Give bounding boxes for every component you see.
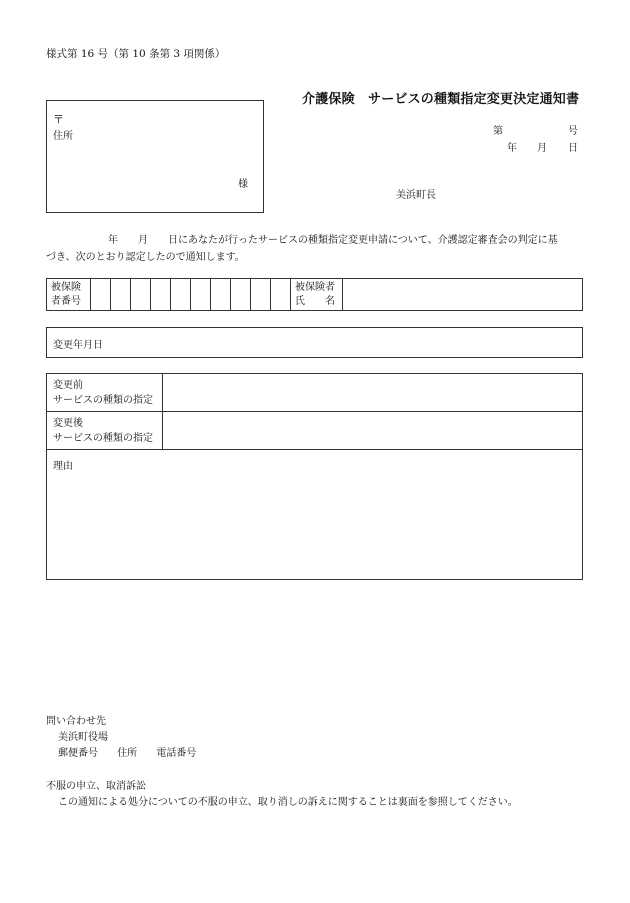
- service-table: [46, 373, 583, 580]
- document-title: 介護保険 サービスの種類指定変更決定通知書: [302, 92, 580, 107]
- reason-box[interactable]: [47, 450, 583, 580]
- change-date-box[interactable]: [46, 327, 583, 358]
- insured-number-digit[interactable]: [131, 279, 151, 311]
- insured-number-digit[interactable]: [211, 279, 231, 311]
- after-service-field[interactable]: [163, 412, 583, 450]
- issue-year-label: 年: [507, 143, 517, 154]
- contact-postal-label: 郵便番号: [58, 748, 98, 759]
- appeal-heading: 不服の申立、取消訴訟: [46, 781, 146, 792]
- insured-number-digit[interactable]: [191, 279, 211, 311]
- contact-heading: 問い合わせ先: [46, 716, 106, 727]
- insured-number-digit[interactable]: [151, 279, 171, 311]
- issue-month-label: 月: [537, 143, 547, 154]
- reason-label: 理由: [53, 461, 73, 472]
- issue-day-label: 日: [568, 143, 578, 154]
- insured-number-digit[interactable]: [271, 279, 291, 311]
- insured-number-digit[interactable]: [171, 279, 191, 311]
- recipient-address-box: [46, 100, 264, 213]
- notice-body: [46, 232, 583, 266]
- appeal-text: この通知による処分についての不服の申立、取り消しの訴えに関することは裏面を参照してください。: [58, 797, 518, 808]
- insured-table: [46, 278, 583, 311]
- contact-details: [58, 744, 212, 759]
- doc-number-suffix: 号: [568, 126, 578, 137]
- body-month: 月: [138, 235, 148, 246]
- contact-address-label: 住所: [117, 748, 138, 759]
- body-line2: づき、次のとおり認定したので通知します。: [46, 252, 245, 263]
- insured-number-digit[interactable]: [251, 279, 271, 311]
- insured-number-digit[interactable]: [111, 279, 131, 311]
- before-service-field[interactable]: [163, 374, 583, 412]
- change-date-label: 変更年月日: [53, 340, 103, 351]
- insured-name-label: 被保険者 氏 名: [291, 279, 343, 311]
- honorific-label: 様: [238, 179, 248, 190]
- address-label: 住所: [53, 131, 73, 142]
- body-year: 年: [108, 235, 118, 246]
- issuer-name: 美浜町長: [396, 190, 436, 201]
- insured-number-digit[interactable]: [91, 279, 111, 311]
- insured-number-digit[interactable]: [231, 279, 251, 311]
- postal-mark: 〒: [53, 113, 64, 126]
- insured-number-label: 被保険 者番号: [47, 279, 91, 311]
- form-number: 様式第 16 号（第 10 条第 3 項関係）: [46, 48, 226, 60]
- body-line1: 日にあなたが行ったサービスの種類指定変更申請について、介護認定審査会の判定に基: [168, 235, 558, 246]
- doc-number-prefix: 第: [493, 126, 503, 137]
- contact-phone-label: 電話番号: [156, 748, 197, 759]
- after-service-label: 変更後 サービスの種類の指定: [47, 412, 163, 450]
- contact-office: 美浜町役場: [58, 732, 108, 743]
- before-service-label: 変更前 サービスの種類の指定: [47, 374, 163, 412]
- insured-name-field[interactable]: [343, 279, 583, 311]
